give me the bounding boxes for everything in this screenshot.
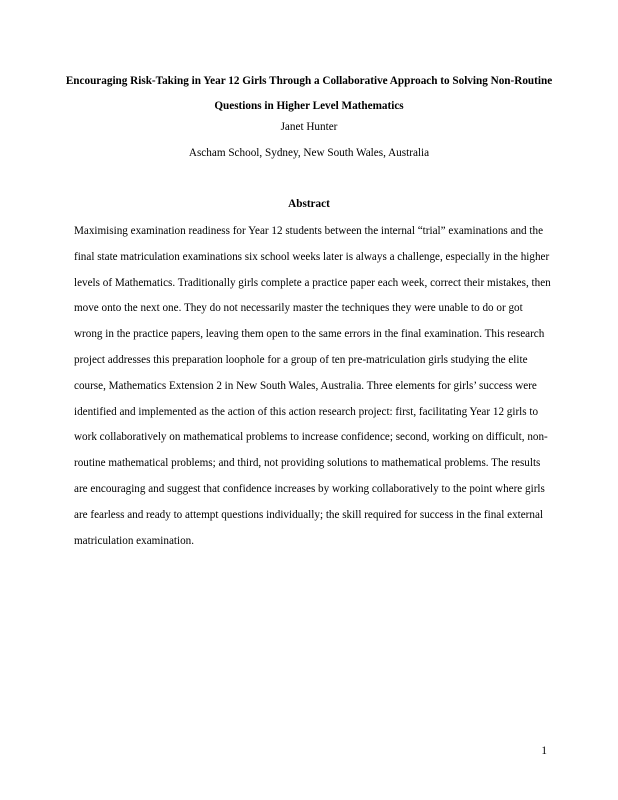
- abstract-text: Maximising examination readiness for Year 12 students between the internal “trial” examinations and the final state matriculation examinations six school weeks later is always a challenge, especially in the higher levels of Mathematics. Traditionally girls complete a practice paper each week, correct their mistakes, then move onto the next one. They do not necessarily master the techniques they were unable to do or got wrong in the practice papers, leaving them open to the same errors in the final examination. This research project addresses this preparation loophole for a group of ten pre-matriculation girls studying the elite course, Mathematics Extension 2 in New South Wales, Australia. Three elements for girls’ success were identified and implemented as the action of this action research project: first, facilitating Year 12 girls to work collaboratively on mathematical problems to increase confidence; second, working on difficult, non-routine mathematical problems; and third, not providing solutions to mathematical problems. The results are encouraging and suggest that confidence increases by working collaboratively to the point where girls are fearless and ready to attempt questions individually; the skill required for success in the final external matriculation examination.: [74, 225, 551, 547]
- abstract-heading: Abstract: [288, 198, 330, 210]
- author-affiliation: Ascham School, Sydney, New South Wales, Australia: [188, 147, 430, 159]
- paper-title: Encouraging Risk-Taking in Year 12 Girls Through a Collaborative Approach to Solving Non-Routine Questions in Higher Level Mathematics: [65, 75, 553, 113]
- author-name: Janet Hunter: [280, 121, 338, 133]
- page-number: 1: [541, 745, 547, 757]
